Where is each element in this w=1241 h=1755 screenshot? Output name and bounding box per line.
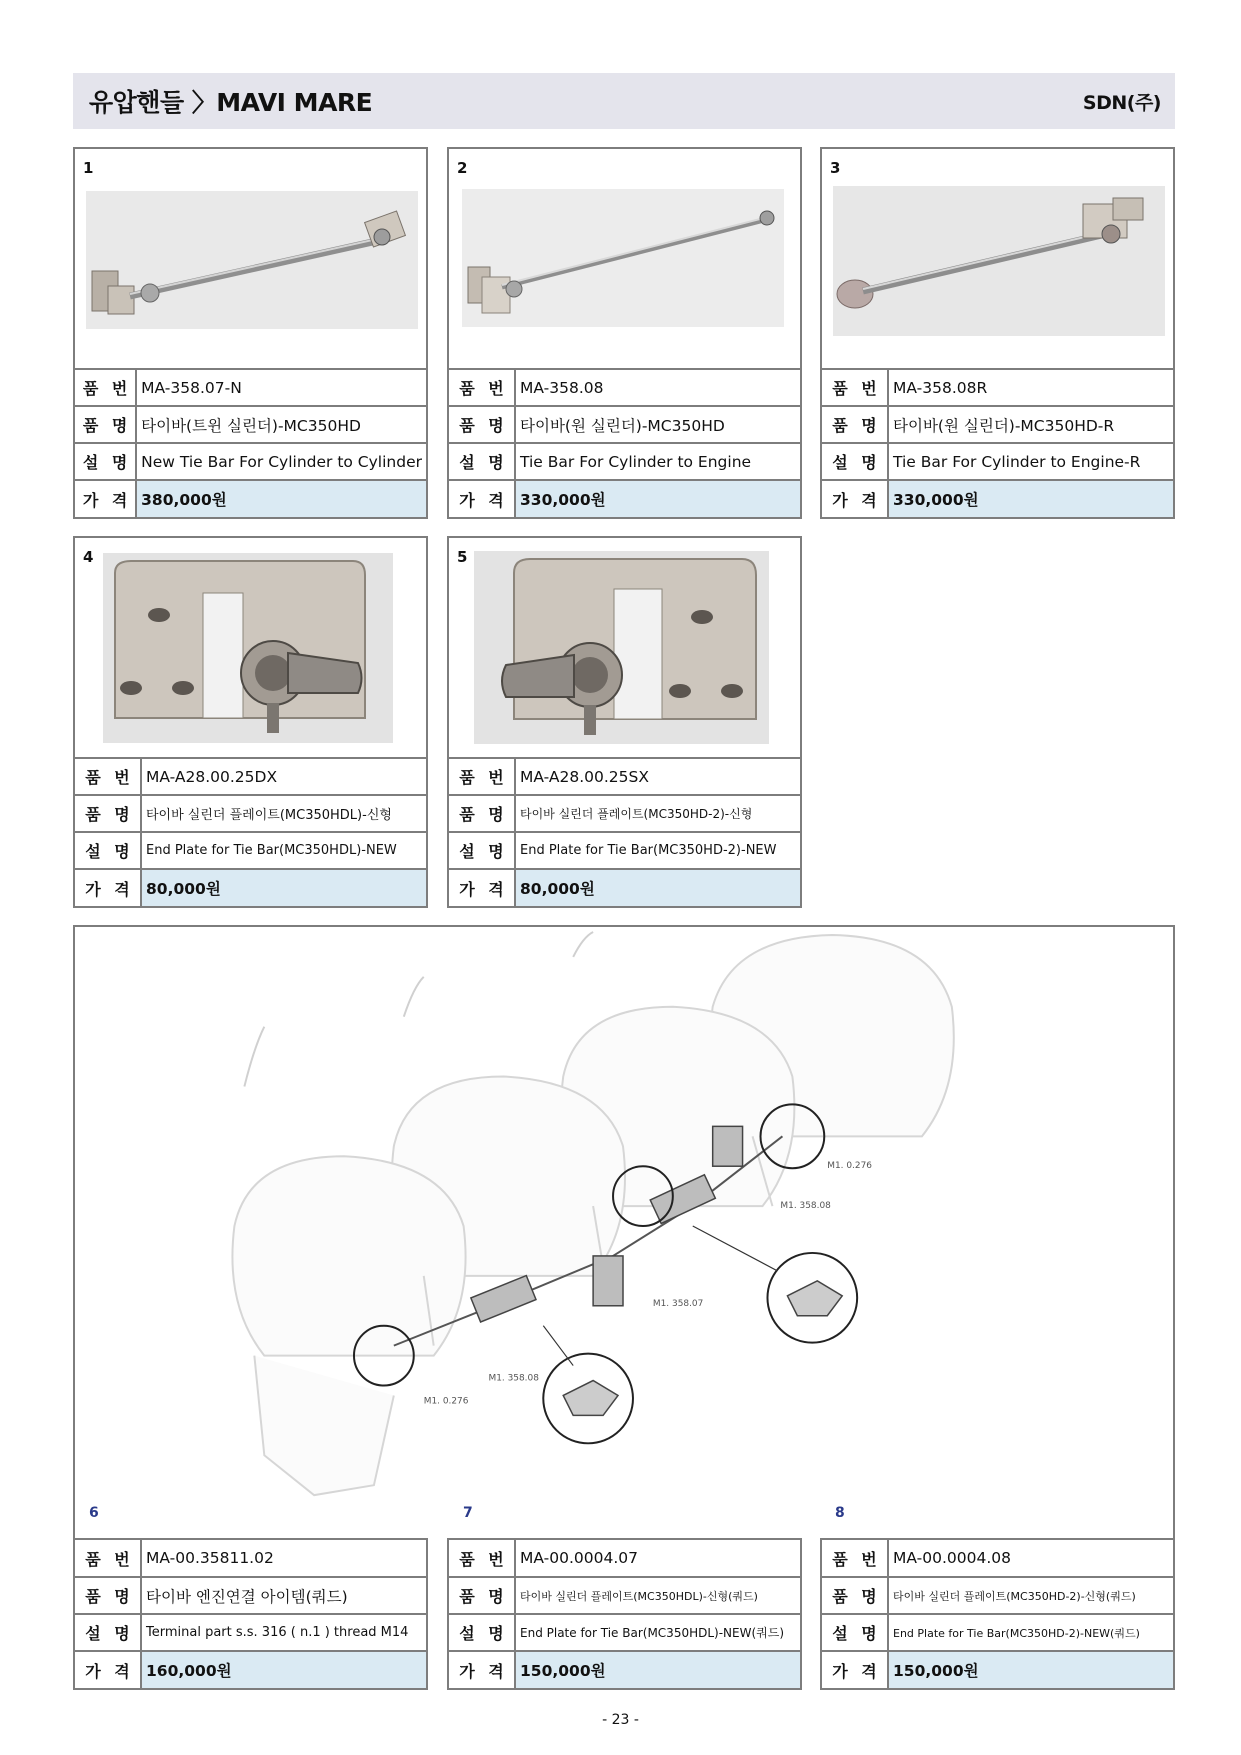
price-label: 가 격 <box>449 1651 515 1688</box>
price-label: 가 격 <box>449 869 515 906</box>
price-value: 380,000원 <box>136 480 426 517</box>
price-label: 가 격 <box>822 480 888 517</box>
callout-label: M1. 0.276 <box>827 1161 873 1172</box>
desc-label: 설 명 <box>75 443 136 480</box>
desc-value: End Plate for Tie Bar(MC350HDL)-NEW(쿼드) <box>515 1614 800 1651</box>
desc-label: 설 명 <box>75 832 141 869</box>
product-card-4 <box>73 536 428 908</box>
spec-table <box>75 368 426 517</box>
name-value: 타이바(원 실린더)-MC350HD <box>515 406 800 443</box>
item-number-6: 6 <box>89 1505 99 1521</box>
product-card-5 <box>447 536 802 908</box>
product-number: 3 <box>830 159 841 177</box>
part-no-value: MA-358.08 <box>515 369 800 406</box>
spec-table <box>75 1540 426 1688</box>
quad-engine-illustration <box>75 927 1173 1540</box>
desc-value: Tie Bar For Cylinder to Engine <box>515 443 800 480</box>
name-label: 품 명 <box>822 1577 888 1614</box>
product-card-2 <box>447 147 802 519</box>
part-no-value: MA-00.35811.02 <box>146 1549 274 1567</box>
price-label: 가 격 <box>75 480 136 517</box>
product-card-8 <box>820 1538 1175 1690</box>
callout-label: M1. 358.08 <box>488 1373 539 1384</box>
spec-table <box>75 757 426 906</box>
page-title: 유압핸들 〉MAVI MARE <box>89 88 373 117</box>
part-no-value: MA-00.0004.07 <box>520 1549 638 1567</box>
item-number-7: 7 <box>463 1505 473 1521</box>
part-no-label: 품 번 <box>822 369 888 406</box>
name-label: 품 명 <box>75 795 141 832</box>
callout-label: M1. 358.08 <box>780 1201 831 1212</box>
desc-value: End Plate for Tie Bar(MC350HD-2)-NEW <box>515 832 800 869</box>
spec-table <box>822 1540 1173 1688</box>
part-no-label: 품 번 <box>75 758 141 795</box>
name-value: 타이바 엔진연결 아이템(쿼드) <box>141 1577 426 1614</box>
product-number: 2 <box>457 159 468 177</box>
desc-value: End Plate for Tie Bar(MC350HDL)-NEW <box>141 832 426 869</box>
name-value: 타이바(트윈 실린더)-MC350HD <box>136 406 426 443</box>
callout-label: M1. 0.276 <box>423 1396 469 1407</box>
price-value: 150,000원 <box>888 1651 1173 1688</box>
desc-label: 설 명 <box>449 832 515 869</box>
part-no-label: 품 번 <box>75 1540 141 1577</box>
price-label: 가 격 <box>822 1651 888 1688</box>
end-plate-photo <box>103 553 393 743</box>
name-value: 타이바(원 실린더)-MC350HD-R <box>888 406 1173 443</box>
item-number-8: 8 <box>835 1505 845 1521</box>
desc-value: Tie Bar For Cylinder to Engine-R <box>888 443 1173 480</box>
name-label: 품 명 <box>449 1577 515 1614</box>
product-number: 5 <box>457 548 468 566</box>
part-no-label: 품 번 <box>75 369 136 406</box>
name-label: 품 명 <box>75 406 136 443</box>
desc-label: 설 명 <box>822 1614 888 1651</box>
product-number: 1 <box>83 159 94 177</box>
part-no-value: MA-A28.00.25SX <box>515 758 800 795</box>
part-no-label: 품 번 <box>449 758 515 795</box>
price-label: 가 격 <box>75 869 141 906</box>
desc-label: 설 명 <box>449 443 515 480</box>
name-value: 타이바 실린더 플레이트(MC350HDL)-신형 <box>141 795 426 832</box>
price-label: 가 격 <box>75 1651 141 1688</box>
name-label: 품 명 <box>449 795 515 832</box>
product-card-1 <box>73 147 428 519</box>
name-value: 타이바 실린더 플레이트(MC350HD-2)-신형 <box>515 795 800 832</box>
price-value: 330,000원 <box>888 480 1173 517</box>
part-no-value: MA-358.07-N <box>136 369 426 406</box>
product-card-6 <box>73 1538 428 1690</box>
spec-table <box>449 1540 800 1688</box>
product-number: 4 <box>83 548 94 566</box>
name-label: 품 명 <box>822 406 888 443</box>
desc-label: 설 명 <box>75 1614 141 1651</box>
spec-table <box>449 368 800 517</box>
tie-bar-photo <box>833 186 1165 336</box>
page-number: - 23 - <box>602 1712 639 1728</box>
spec-table <box>449 757 800 906</box>
part-no-label: 품 번 <box>449 1540 515 1577</box>
part-no-value: MA-A28.00.25DX <box>141 758 426 795</box>
price-label: 가 격 <box>449 480 515 517</box>
price-value: 80,000원 <box>515 869 800 906</box>
company-name: SDN(주) <box>1082 91 1161 114</box>
name-value: 타이바 실린더 플레이트(MC350HD-2)-신형(쿼드) <box>888 1577 1173 1614</box>
spec-table <box>822 368 1173 517</box>
page-header <box>73 73 1175 129</box>
desc-value: New Tie Bar For Cylinder to Cylinder <box>136 443 426 480</box>
part-no-label: 품 번 <box>449 369 515 406</box>
desc-value: End Plate for Tie Bar(MC350HD-2)-NEW(쿼드) <box>888 1614 1173 1651</box>
price-value: 80,000원 <box>141 869 426 906</box>
price-value: 330,000원 <box>515 480 800 517</box>
product-card-3 <box>820 147 1175 519</box>
name-label: 품 명 <box>449 406 515 443</box>
name-label: 품 명 <box>75 1577 141 1614</box>
part-no-value: MA-358.08R <box>888 369 1173 406</box>
price-value: 150,000원 <box>515 1651 800 1688</box>
desc-label: 설 명 <box>822 443 888 480</box>
tie-bar-photo <box>462 189 784 327</box>
quad-engine-diagram <box>73 925 1175 1540</box>
callout-label: M1. 358.07 <box>652 1298 704 1309</box>
desc-value: Terminal part s.s. 316 ( n.1 ) thread M14 <box>141 1614 426 1651</box>
product-card-7 <box>447 1538 802 1690</box>
tie-bar-photo <box>86 191 418 329</box>
price-value: 160,000원 <box>141 1651 426 1688</box>
name-value: 타이바 실린더 플레이트(MC350HDL)-신형(쿼드) <box>515 1577 800 1614</box>
part-no-value: MA-00.0004.08 <box>893 1549 1011 1567</box>
desc-label: 설 명 <box>449 1614 515 1651</box>
end-plate-photo <box>474 551 769 744</box>
part-no-label: 품 번 <box>822 1540 888 1577</box>
